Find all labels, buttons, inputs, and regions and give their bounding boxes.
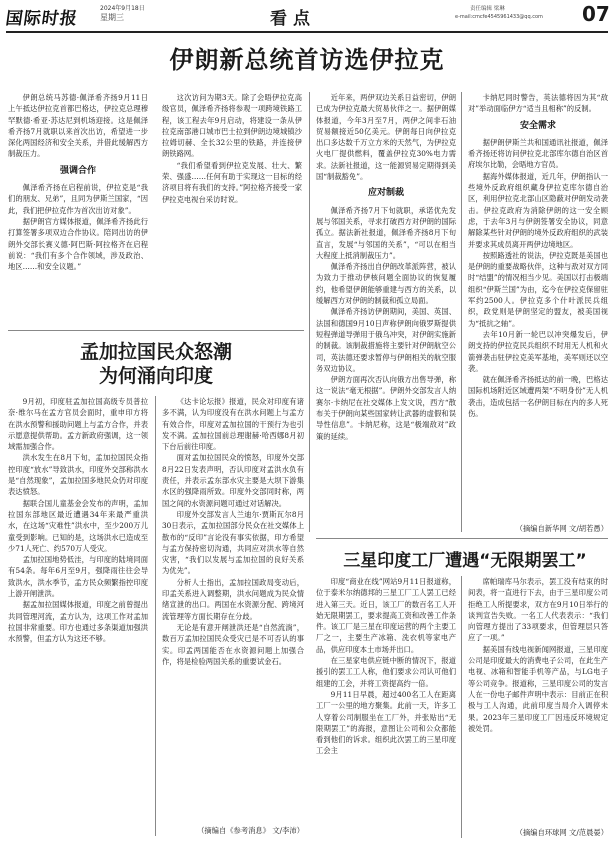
story2-paragraph: 面对孟加拉国民众的愤怒，印度外交部8月22日发表声明，否认印度对孟洪水负有责任，并表示孟东部水灾主要是大坝下游集水区的强降雨所致。印度外交部同时称，两国之间的水资源问题可通过对话解决。: [162, 453, 304, 508]
newspaper-logo: 国际时报: [4, 9, 80, 29]
story1-column-3: [316, 92, 456, 522]
story2-paragraph: 9月初，印度驻孟加拉国高级专员普拉奈·维尔马在孟方官员会面时，重申印方将在洪水预警和援助问题上与孟方合作，并表示愿意提供帮助。孟方新政府强调，这一领域需加强合作。: [8, 397, 148, 452]
story2-paragraph: 据联合国儿童基金会发布的声明，孟加拉国东部地区最近遭遇34年来最严重洪水，在这场“灾难性”洪水中，至少200万儿童受到影响。已知的是，这场洪水已造成至少71人死亡、约570万人受灾。: [8, 498, 148, 553]
contact-email: e-mail:cmcfe4545961433@qq.com: [455, 14, 543, 20]
story3-column-1: [316, 576, 456, 838]
story1-paragraph: 就在佩泽希齐扬抵达的前一晚，巴格达国际机场附近区域遭两架“不明身份”无人机袭击，造成包括一名伊朗目标在内的多人死伤。: [468, 375, 608, 419]
story3-paragraph: 9月11日早晨，超过400名工人在距离工厂一公里的地方聚集。此前一天，许多工人穿着公司制服坐在工厂外，并张贴出“无限期罢工”的海报，意图让公司和公众都能看到他们的诉求。组织此次罢工的三星印度工会主: [316, 689, 456, 756]
story1-paragraph: 卡纳尼同时警告，英法德将因为其“敌对”举动面临伊方“适当且相称”的反制。: [468, 93, 608, 114]
story1-column-2: [162, 92, 302, 322]
page-number: 07: [582, 2, 610, 26]
story3-column-2: [468, 576, 608, 826]
story3-paragraph: 印度“商业在线”网站9月11日报道称，位于泰米尔纳德邦的三星工厂工人罢工已经进入第三天。近日，该工厂的数百名工人开始无限期罢工，要求提高工资和改善工作条件。该工厂是三星在印度运营的两个主要工厂之一，主要生产冰箱、洗衣机等家电产品，供应印度本土市场并出口。: [316, 577, 456, 654]
story2-paragraph: 印度外交部发言人兰迪尔·贾斯瓦尔8月30日表示，孟加拉国部分民众在社交媒体上散布的“反印”言论没有事实依据，印方希望与孟方保持密切沟通，共同应对洪水等自然灾害，“我们以发展与孟加拉国的良好关系为优先”。: [162, 509, 304, 576]
story1-subheading-3: 安全需求: [519, 120, 556, 131]
editor-credit: 责任编辑 梁琳: [470, 6, 505, 12]
story1-byline: （摘编自新华网 文/胡若愚）: [515, 524, 608, 533]
story2-paragraph: 《达卡论坛报》报道，民众对印度有诸多不满，认为印度没有在洪水问题上与孟方有效合作，印度对孟加拉国的干预行为也引发不满。孟加拉国前总理谢赫·哈西娜8月初下台后前往印度。: [162, 397, 304, 452]
story1-paragraph: 近年来，两伊双边关系日益密切，伊朗已成为伊拉克最大贸易伙伴之一。据伊朗媒体报道，今年3月至7月，两伊之间非石油贸易额接近50亿美元。伊朗每日向伊拉克出口多达数千万立方米的天然气，为伊拉克火电厂提供燃料，覆盖伊拉克30%电力需求。法新社报道，这一能源贸易定期得到美国“制裁豁免”。: [316, 93, 456, 182]
story2-paragraph: 无论是有意开闸泄洪还是“自然流淌”，数百万孟加拉国民众受灾已是不可否认的事实。印孟两国能否在水资源问题上加强合作，将是检验两国关系的重要试金石。: [162, 622, 304, 666]
story2-paragraph: 孟加拉国地势低洼，与印度的陆境同面有54条。每年6月至9月，强降雨往往会导致洪水，洪水季节，孟方民众频繁指控印度上游开闸泄洪。: [8, 555, 148, 599]
story1-paragraph: 去年10月新一轮巴以冲突爆发后，伊朗支持的伊拉克民兵组织不时用无人机和火箭弹袭击驻伊拉克美军基地，美军则还以空袭。: [468, 329, 608, 373]
story2-headline-line-2: 为何涌向印度: [98, 365, 213, 387]
story2-byline: （摘编自《参考消息》 文/李沛）: [197, 826, 304, 835]
masthead-rule: [6, 31, 608, 33]
column-divider: [461, 92, 462, 532]
story3-byline: （摘编自环球网 文/范晨晏）: [515, 828, 608, 837]
story1-paragraph: 据伊朗伊斯兰共和国通讯社报道，佩泽希齐扬还将访问伊拉克北部库尔德自治区首府埃尔比勒，会晤地方官员。: [468, 137, 608, 170]
story2-headline-line-1: 孟加拉国民众怒潮: [79, 341, 232, 363]
issue-weekday: 星期三: [100, 13, 124, 22]
story2-paragraph: 据孟加拉国媒体报道，印度之前曾提出共同管理河流，孟方认为，这项工作对孟加拉国非常重要。印方也通过多条渠道加强洪水预警，但孟方认为这还不够。: [8, 600, 148, 644]
story1-paragraph: 佩泽希齐扬7月下旬就职，承诺优先发展与邻国关系，寻求打破西方对伊朗的国际孤立。据法新社报道，佩泽希齐扬8月下旬直言，发展“与邻国的关系”，“可以在相当大程度上抵消制裁压力”。: [316, 205, 456, 260]
issue-date: 2024年9月18日: [100, 5, 145, 12]
masthead: [0, 0, 614, 32]
story3-paragraph: 席帕瑞库马尔表示，罢工没有结束的时间表，将一直进行下去，由于三星印度公司拒绝工人所提要求，双方在9月10日举行的谈判宣告失败。一名工人代表表示：“我们向管理方提出了33项要求，但管理层只答应了一项。”: [468, 577, 608, 643]
story1-paragraph: 这次访问为期3天。除了会晤伊拉克高级官员，佩泽希齐扬将参观一项跨境铁路工程，该工程去年9月启动，将建设一条从伊拉克南部港口城市巴士拉到伊朗边境城镇沙拉姆切赫、全长32公里的铁路，并连接伊朗铁路网。: [162, 93, 302, 159]
story2-column-1: [8, 396, 148, 836]
story3-paragraph: 据美国有线电视新闻网报道，三星印度公司是印度最大的消费电子公司，在此生产电视、冰箱和智能手机等产品，与LG电子等公司竞争。报道称，三星印度公司的发言人在一份电子邮件声明中表示：目前正在积极与工人沟通，此前印度当局介入调停未果。2023年三星印度工厂因违反环境规定被处罚。: [468, 644, 608, 733]
section-title: 看点: [270, 9, 316, 29]
story3-paragraph: 在三星家电供应链中断的情况下，报道援引的罢工工人称，他们要求公司认可他们组建的工会，并将工资提高约一倍。: [316, 656, 456, 688]
story2-headline: [8, 340, 304, 388]
story1-subheading-1: 强调合作: [59, 165, 96, 176]
story1-column-4: [468, 92, 608, 522]
column-divider: [461, 576, 462, 838]
story1-subheading-2: 应对制裁: [367, 188, 404, 199]
story1-paragraph: 按照路透社的说法，伊拉克既是美国也是伊朗的重要战略伙伴，这种与敌对双方同时“结盟”的情况相当少见。美国以打击极端组织“伊斯兰国”为由，迄今在伊拉克保留驻军约2500人。伊拉克多个什叶派民兵组织，政党则是伊朗坚定的盟友，被美国视为“抵抗之轴”。: [468, 250, 608, 328]
story-divider: [8, 330, 304, 331]
column-divider: [155, 396, 156, 836]
story2-paragraph: 洪水发生在8月下旬，孟加拉国民众指控印度“放水”导致洪水，印度外交部称洪水是“自然现象”，孟加拉国多地民众仍对印度表达愤怒。: [8, 453, 148, 497]
story1-paragraph: 伊朗方面再次否认向俄方出售导弹，称这一说法“毫无根据”。伊朗外交部发言人纳赛尔·卡纳尼在社交媒体上发文说，西方“散布关于伊朗向某些国家转让武器的虚假和误导性信息”。卡纳尼称，这是“极端敌对”政策的延续。: [316, 375, 456, 441]
story2-column-2: [162, 396, 304, 824]
story-divider: [316, 538, 608, 539]
story1-paragraph: 佩泽希齐扬访伊朗期间，美国、英国、法国和德国9月10日声称伊朗向俄罗斯提供短程弹道导弹用于俄乌冲突，对伊朗实施新的制裁。该制裁措施将主要针对伊朗航空公司，英法德还要求暂停与伊朗相关的航空服务双边协议。: [316, 307, 456, 373]
story1-paragraph: “我们希望看到伊拉克发展、壮大、繁荣、强盛……任何有助于实现这一目标的经济项目将有我们的支持。”阿拉格齐接受一家伊拉克电视台采访时说。: [162, 160, 302, 204]
story1-paragraph: 据伊朗官方媒体报道，佩泽希齐扬此行打算签署多项双边合作协议。陪同出访的伊朗外交部长赛义德·阿巴斯·阿拉格齐在启程前说：“我们有多个合作领域，涉及政治、地区……和安全议题。”: [8, 216, 148, 272]
story1-headline: 伊朗新总统首访选伊拉克: [169, 46, 445, 74]
story1-paragraph: 佩泽希齐扬在启程前说，伊拉克是“我们的朋友、兄弟”，且同为伊斯兰国家，“因此，我们把伊拉克作为首次出访对象”。: [8, 183, 148, 215]
story1-paragraph: 据海外媒体报道，近几年，伊朗指认一些境外反政府组织藏身伊拉克库尔德自治区，利用伊拉克北部山区隐蔽对伊朗发动袭击。伊拉克政府为消除伊朗的这一安全顾虑，于去年3月与伊朗签署安全协议，同意解除某些针对伊朗的境外反政府组织的武装并要求其成员离开两伊边境地区。: [468, 171, 608, 249]
story1-paragraph: 佩泽希齐扬出自伊朗改革派阵营，被认为致力于推动伊核问题全面协议的恢复履约，他希望伊朗能够重建与西方的关系，以缓解西方对伊朗的制裁和孤立局面。: [316, 262, 456, 306]
story1-paragraph: 伊朗总统马苏德·佩泽希齐扬9月11日上午抵达伊拉克首都巴格达，伊拉克总理穆罕默德·希亚·苏达尼到机场迎接。这是佩泽希齐扬7月就职以来首次出访，希望进一步深化两国经济和安全关系，并借此缓解西方制裁压力。: [8, 93, 148, 159]
story2-paragraph: 分析人士指出，孟加拉国政局变动后，印孟关系进入调整期，洪水问题成为民众情绪宣泄的出口。两国在水资源分配、跨境河流管理等方面长期存在分歧。: [162, 577, 304, 621]
story3-headline: 三星印度工厂遭遇“无限期罢工”: [343, 551, 587, 571]
story1-column-1: [8, 92, 148, 322]
column-divider: [309, 92, 310, 532]
